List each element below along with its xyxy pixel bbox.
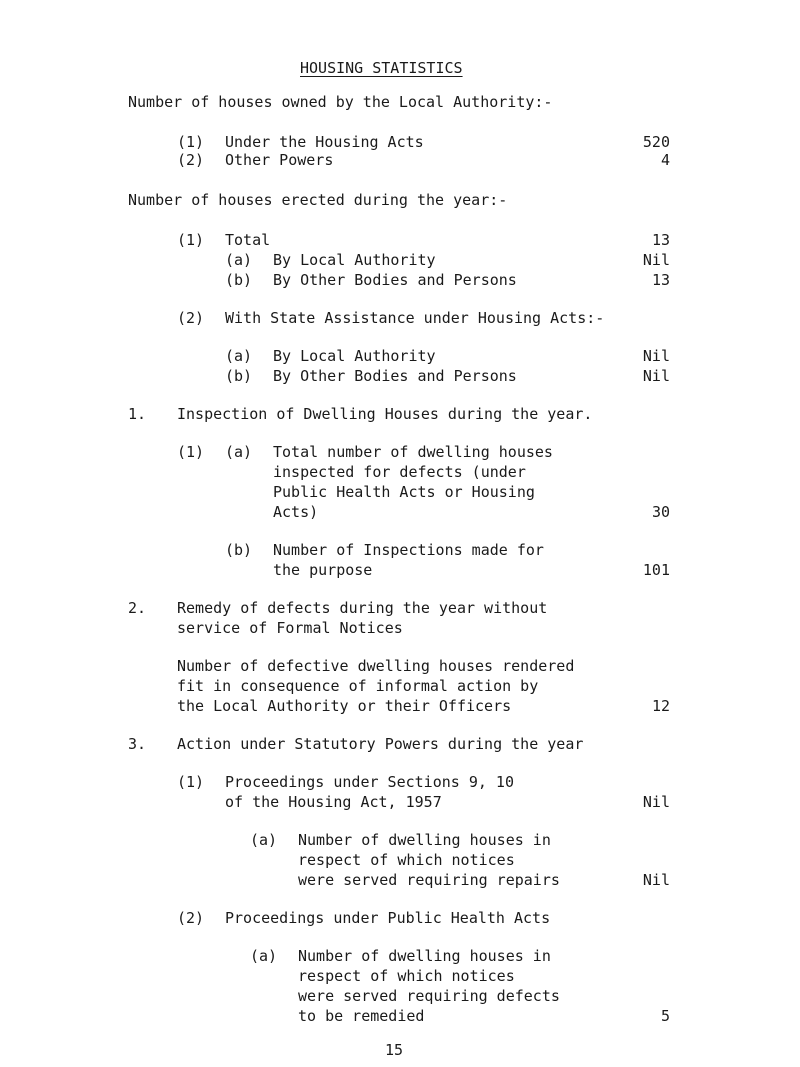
section-1-a-line-2: inspected for defects (under bbox=[273, 463, 526, 481]
section-2-heading-1: Remedy of defects during the year without bbox=[177, 599, 548, 617]
section-3-p2a-line-2: respect of which notices bbox=[298, 967, 515, 985]
section-3-p1-line-1: Proceedings under Sections 9, 10 bbox=[225, 773, 514, 791]
section-1-b-line-1: Number of Inspections made for bbox=[273, 541, 544, 559]
erected-state-b-num: (b) bbox=[225, 367, 253, 385]
erected-state-num: (2) bbox=[177, 309, 205, 327]
section-3-p1-value: Nil bbox=[642, 793, 670, 811]
page-number: 15 bbox=[385, 1041, 404, 1059]
section-1-a-value: 30 bbox=[651, 503, 670, 521]
section-1-b-value: 101 bbox=[642, 561, 670, 579]
section-3-num: 3. bbox=[128, 735, 147, 753]
owned-row-2-num: (2) bbox=[177, 151, 205, 169]
section-2-para-1: Number of defective dwelling houses rendered bbox=[177, 657, 575, 675]
section-3-p1-num: (1) bbox=[177, 773, 205, 791]
section-2-heading-2: service of Formal Notices bbox=[177, 619, 403, 637]
section-3-p2-label: Proceedings under Public Health Acts bbox=[225, 909, 551, 927]
erected-state-b-label: By Other Bodies and Persons bbox=[273, 367, 517, 385]
erected-state-label: With State Assistance under Housing Acts:- bbox=[225, 309, 605, 327]
erected-state-b-value: Nil bbox=[642, 367, 670, 385]
owned-row-2-value: 4 bbox=[660, 151, 670, 169]
erected-heading: Number of houses erected during the year:- bbox=[128, 191, 508, 209]
section-3-p2a-line-4: to be remedied bbox=[298, 1007, 425, 1025]
owned-row-2-label: Other Powers bbox=[225, 151, 334, 169]
erected-total-b-value: 13 bbox=[651, 271, 670, 289]
erected-total-a-label: By Local Authority bbox=[273, 251, 436, 269]
section-3-p1a-line-2: respect of which notices bbox=[298, 851, 515, 869]
section-3-p2a-line-1: Number of dwelling houses in bbox=[298, 947, 551, 965]
section-2-num: 2. bbox=[128, 599, 147, 617]
owned-row-1-value: 520 bbox=[642, 133, 670, 151]
section-1-heading: Inspection of Dwelling Houses during the year. bbox=[177, 405, 593, 423]
erected-total-label: Total bbox=[225, 231, 271, 249]
erected-total-b-num: (b) bbox=[225, 271, 253, 289]
section-1-b-sub: (b) bbox=[225, 541, 253, 559]
erected-state-a-label: By Local Authority bbox=[273, 347, 436, 365]
owned-heading: Number of houses owned by the Local Authority:- bbox=[128, 93, 553, 111]
page-title: HOUSING STATISTICS bbox=[300, 59, 463, 77]
section-1-a-line-1: Total number of dwelling houses bbox=[273, 443, 553, 461]
section-1-b-line-2: the purpose bbox=[273, 561, 373, 579]
section-3-p1a-line-3: were served requiring repairs bbox=[298, 871, 560, 889]
erected-total-a-value: Nil bbox=[642, 251, 670, 269]
section-3-p1a-value: Nil bbox=[642, 871, 670, 889]
section-3-p2a-sub: (a) bbox=[250, 947, 278, 965]
section-1-a-num: (1) bbox=[177, 443, 205, 461]
section-3-p1a-sub: (a) bbox=[250, 831, 278, 849]
owned-row-1-num: (1) bbox=[177, 133, 205, 151]
section-3-p1-line-2: of the Housing Act, 1957 bbox=[225, 793, 442, 811]
erected-state-a-value: Nil bbox=[642, 347, 670, 365]
section-1-num: 1. bbox=[128, 405, 147, 423]
section-3-p2a-value: 5 bbox=[660, 1007, 670, 1025]
section-1-a-line-3: Public Health Acts or Housing bbox=[273, 483, 535, 501]
section-3-p2a-line-3: were served requiring defects bbox=[298, 987, 560, 1005]
section-2-para-3: the Local Authority or their Officers bbox=[177, 697, 512, 715]
erected-state-a-num: (a) bbox=[225, 347, 253, 365]
section-3-heading: Action under Statutory Powers during the year bbox=[177, 735, 584, 753]
erected-total-num: (1) bbox=[177, 231, 205, 249]
section-1-a-sub: (a) bbox=[225, 443, 253, 461]
section-3-p1a-line-1: Number of dwelling houses in bbox=[298, 831, 551, 849]
section-2-para-2: fit in consequence of informal action by bbox=[177, 677, 539, 695]
erected-total-b-label: By Other Bodies and Persons bbox=[273, 271, 517, 289]
section-2-value: 12 bbox=[651, 697, 670, 715]
owned-row-1-label: Under the Housing Acts bbox=[225, 133, 424, 151]
erected-total-value: 13 bbox=[651, 231, 670, 249]
section-3-p2-num: (2) bbox=[177, 909, 205, 927]
section-1-a-line-4: Acts) bbox=[273, 503, 319, 521]
erected-total-a-num: (a) bbox=[225, 251, 253, 269]
